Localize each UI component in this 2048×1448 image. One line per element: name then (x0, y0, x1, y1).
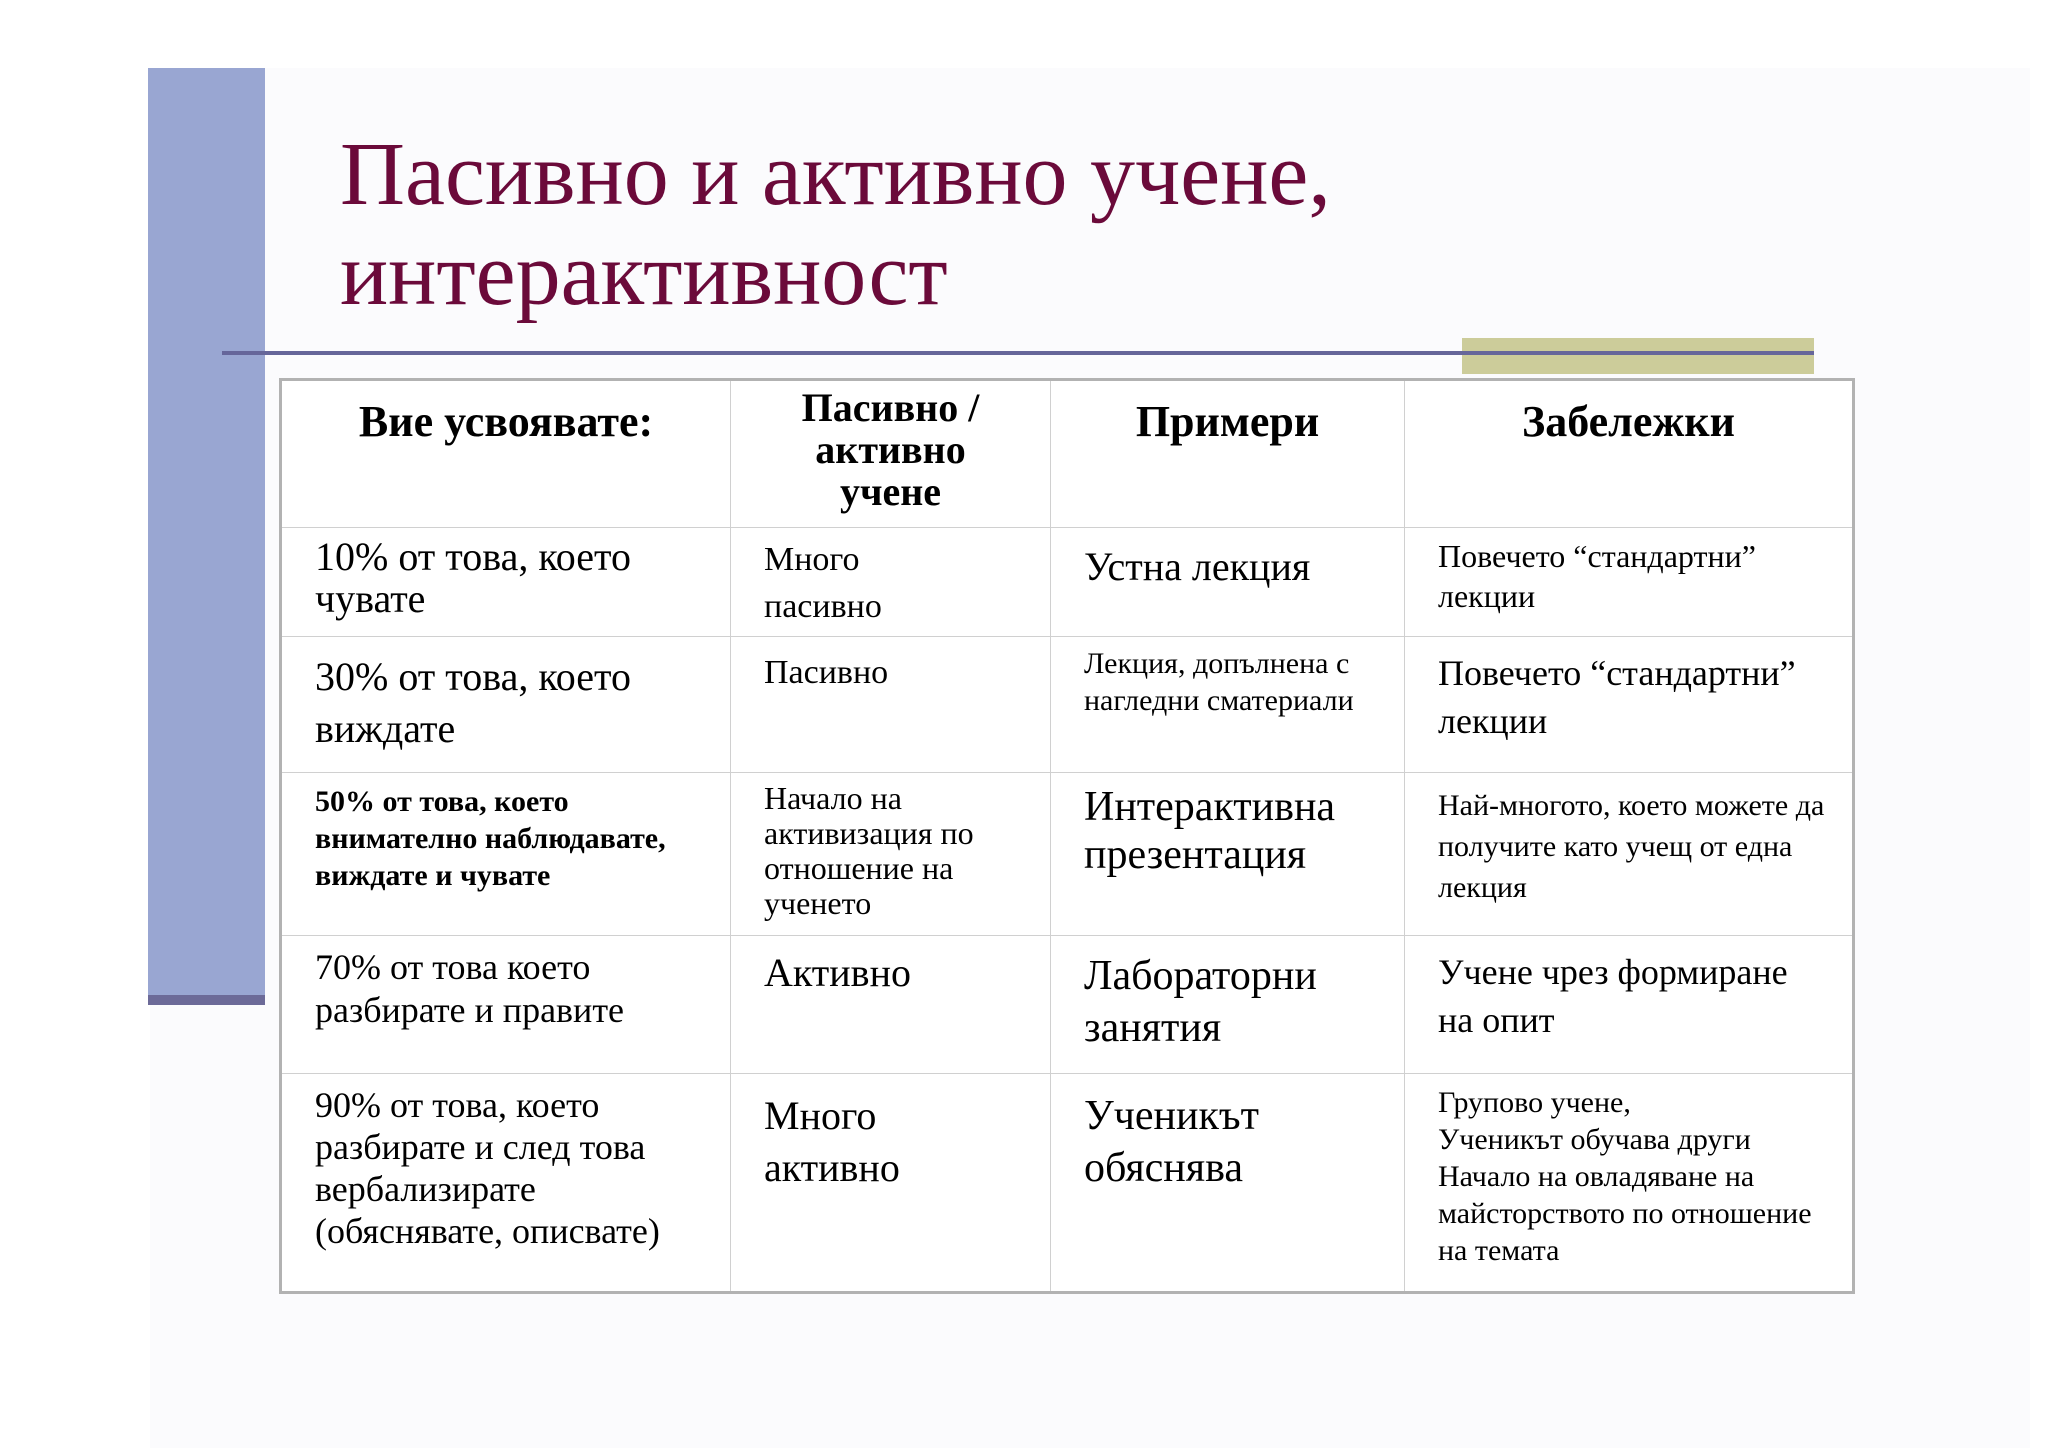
title-rule-line-over-accent (1462, 351, 1814, 355)
left-bar-underline (148, 995, 265, 1005)
learning-table (279, 378, 1855, 1294)
cell-mode: Много пасивно (731, 528, 1051, 637)
cell-note: Повечето “стандартни” лекции (1405, 637, 1854, 773)
cell-learn: 70% от това което разбирате и правите (281, 936, 731, 1074)
cell-learn: 50% от това, което внимателно наблюдавате, виждате и чувате (281, 773, 731, 936)
table-row (281, 936, 1854, 1074)
header-mode: Пасивно / активно учене (731, 380, 1051, 528)
cell-note: Най-многото, което можете да получите като учещ от една лекция (1405, 773, 1854, 936)
note-line: Начало на овладяване на майсторството по отношение на темата (1438, 1160, 1812, 1267)
cell-learn: 10% от това, което чувате (281, 528, 731, 637)
header-examples: Примери (1051, 380, 1405, 528)
cell-mode: Много активно (731, 1074, 1051, 1293)
cell-mode: Пасивно (731, 637, 1051, 773)
note-line: Групово учене, (1438, 1086, 1631, 1119)
cell-note: Учене чрез формиране на опит (1405, 936, 1854, 1074)
cell-example: Интерактивна презентация (1051, 773, 1405, 936)
cell-example: Ученикът обяснява (1051, 1074, 1405, 1293)
cell-example: Лабораторни занятия (1051, 936, 1405, 1074)
cell-mode: Начало на активизация по отношение на ученето (731, 773, 1051, 936)
slide-title-line-1: Пасивно и активно учене, (340, 125, 1331, 224)
left-decorative-bar (148, 68, 265, 1001)
cell-example: Лекция, допълнена с нагледни сматериали (1051, 637, 1405, 773)
cell-mode: Активно (731, 936, 1051, 1074)
cell-note: Повечето “стандартни” лекции (1405, 528, 1854, 637)
table-row (281, 528, 1854, 637)
cell-learn: 90% от това, което разбирате и след това вербализирате (обяснявате, описвате) (281, 1074, 731, 1293)
cell-example: Устна лекция (1051, 528, 1405, 637)
note-line: Ученикът обучава други (1438, 1123, 1751, 1156)
title-rule-accent (1462, 338, 1814, 374)
table-row (281, 773, 1854, 936)
header-notes: Забележки (1405, 380, 1854, 528)
table-header-row (281, 380, 1854, 528)
slide-title-line-2: интерактивност (340, 225, 948, 324)
table-row (281, 1074, 1854, 1293)
cell-learn: 30% от това, което виждате (281, 637, 731, 773)
cell-note (1405, 1074, 1854, 1293)
slide-title (340, 125, 1940, 325)
header-learn: Вие усвоявате: (281, 380, 731, 528)
table-row (281, 637, 1854, 773)
